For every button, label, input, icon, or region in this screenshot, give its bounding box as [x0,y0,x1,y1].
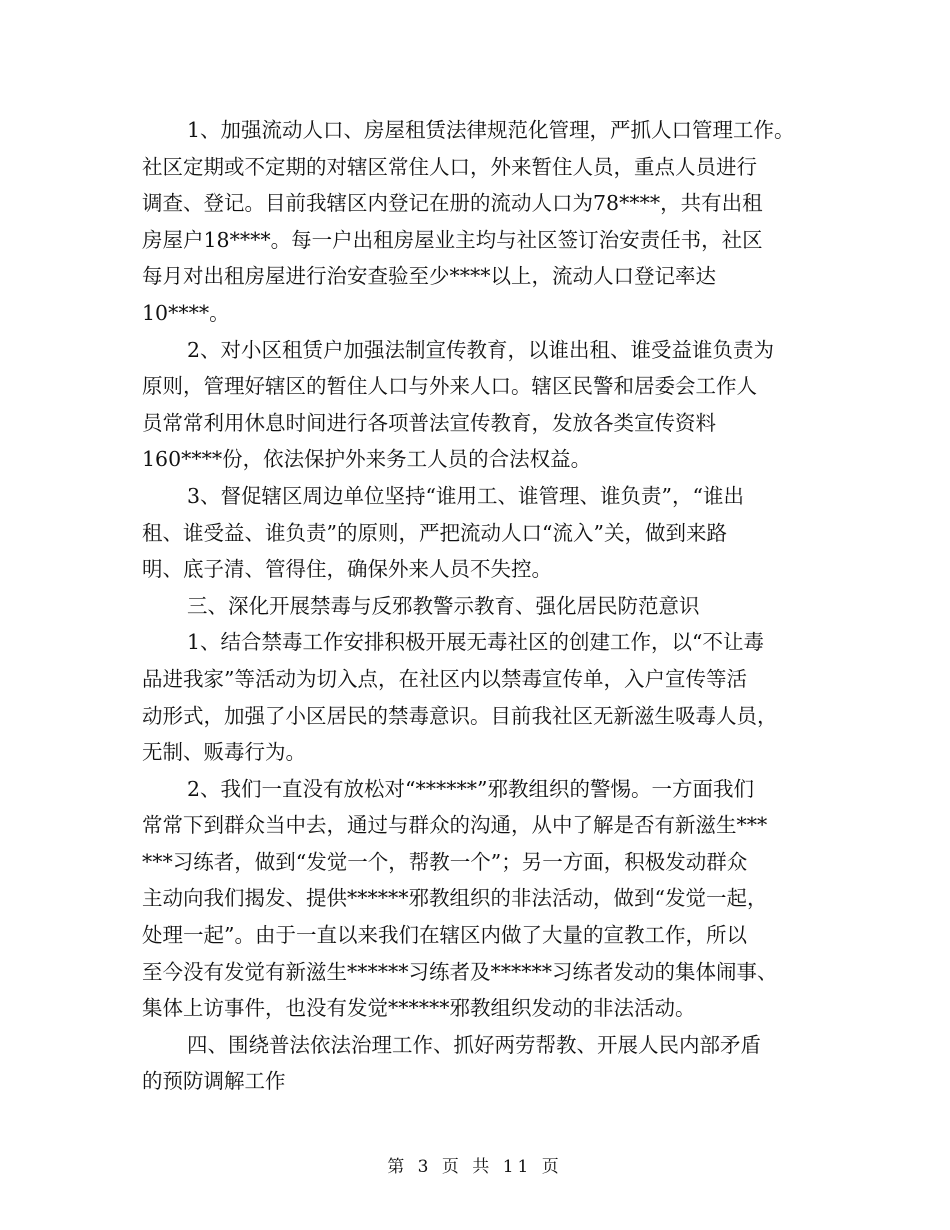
text-line: ***习练者，做到“发觉一个，帮教一个”；另一方面，积极发动群众 [142,849,748,874]
text-line: 每月对出租房屋进行治安查验至少****以上，流动人口登记率达 [142,264,716,289]
section-heading-anti-drug [142,588,818,625]
section-heading-legal-governance [142,1027,818,1100]
text-line: 无制、贩毒行为。 [142,740,306,765]
paragraph-surrounding-units [142,478,818,588]
paragraph-anti-cult [142,771,818,1027]
paragraph-legal-education [142,332,818,478]
page-number-footer: 第 3 页 共 11 页 [387,1157,563,1177]
paragraph-drug-free-community [142,624,818,770]
document-body [142,112,818,1100]
text-line: 员常常利用休息时间进行各项普法宣传教育，发放各类宣传资料 [142,410,716,435]
text-line: 明、底子清、管得住，确保外来人员不失控。 [142,557,552,582]
text-line: 主动向我们揭发、提供******邪教组织的非法活动，做到“发觉一起， [142,886,768,911]
text-line: 调查、登记。目前我辖区内登记在册的流动人口为78****，共有出租 [142,191,763,216]
text-line: 三、深化开展禁毒与反邪教警示教育、强化居民防范意识 [187,593,700,618]
text-line: 常常下到群众当中去，通过与群众的沟通，从中了解是否有新滋生*** [142,813,768,838]
text-line: 1、加强流动人口、房屋租赁法律规范化管理，严抓人口管理工作。 [187,118,795,142]
text-line: 160****份，依法保护外来务工人员的合法权益。 [142,447,592,472]
paragraph-floating-population [142,112,818,332]
text-line: 四、围绕普法依法治理工作、抓好两劳帮教、开展人民内部矛盾 [187,1032,761,1057]
text-line: 10****。 [142,300,230,325]
text-line: 动形式，加强了小区居民的禁毒意识。目前我社区无新滋生吸毒人员， [142,703,778,728]
text-line: 3、督促辖区周边单位坚持“谁用工、谁管理、谁负责”，“谁出 [187,483,744,508]
text-line: 品进我家”等活动为切入点，在社区内以禁毒宣传单，入户宣传等活 [142,666,747,691]
text-line: 2、对小区租赁户加强法制宣传教育，以谁出租、谁受益谁负责为 [187,337,775,362]
text-line: 集体上访事件，也没有发觉******邪教组织发动的非法活动。 [142,996,696,1021]
text-line: 的预防调解工作 [142,1069,286,1094]
text-line: 处理一起”。由于一直以来我们在辖区内做了大量的宣教工作，所以 [142,923,747,948]
text-line: 房屋户18****。每一户出租房屋业主均与社区签订治安责任书，社区 [142,227,763,252]
text-line: 2、我们一直没有放松对“******”邪教组织的警惕。一方面我们 [187,776,755,801]
text-line: 社区定期或不定期的对辖区常住人口，外来暂住人员，重点人员进行 [142,154,757,179]
text-line: 租、谁受益、谁负责”的原则，严把流动人口“流入”关，做到来路 [142,520,727,545]
text-line: 原则，管理好辖区的暂住人口与外来人口。辖区民警和居委会工作人 [142,374,757,399]
text-line: 至今没有发觉有新滋生******习练者及******习练者发动的集体闹事、 [142,959,778,984]
text-line: 1、结合禁毒工作安排积极开展无毒社区的创建工作，以“不让毒 [187,630,765,655]
